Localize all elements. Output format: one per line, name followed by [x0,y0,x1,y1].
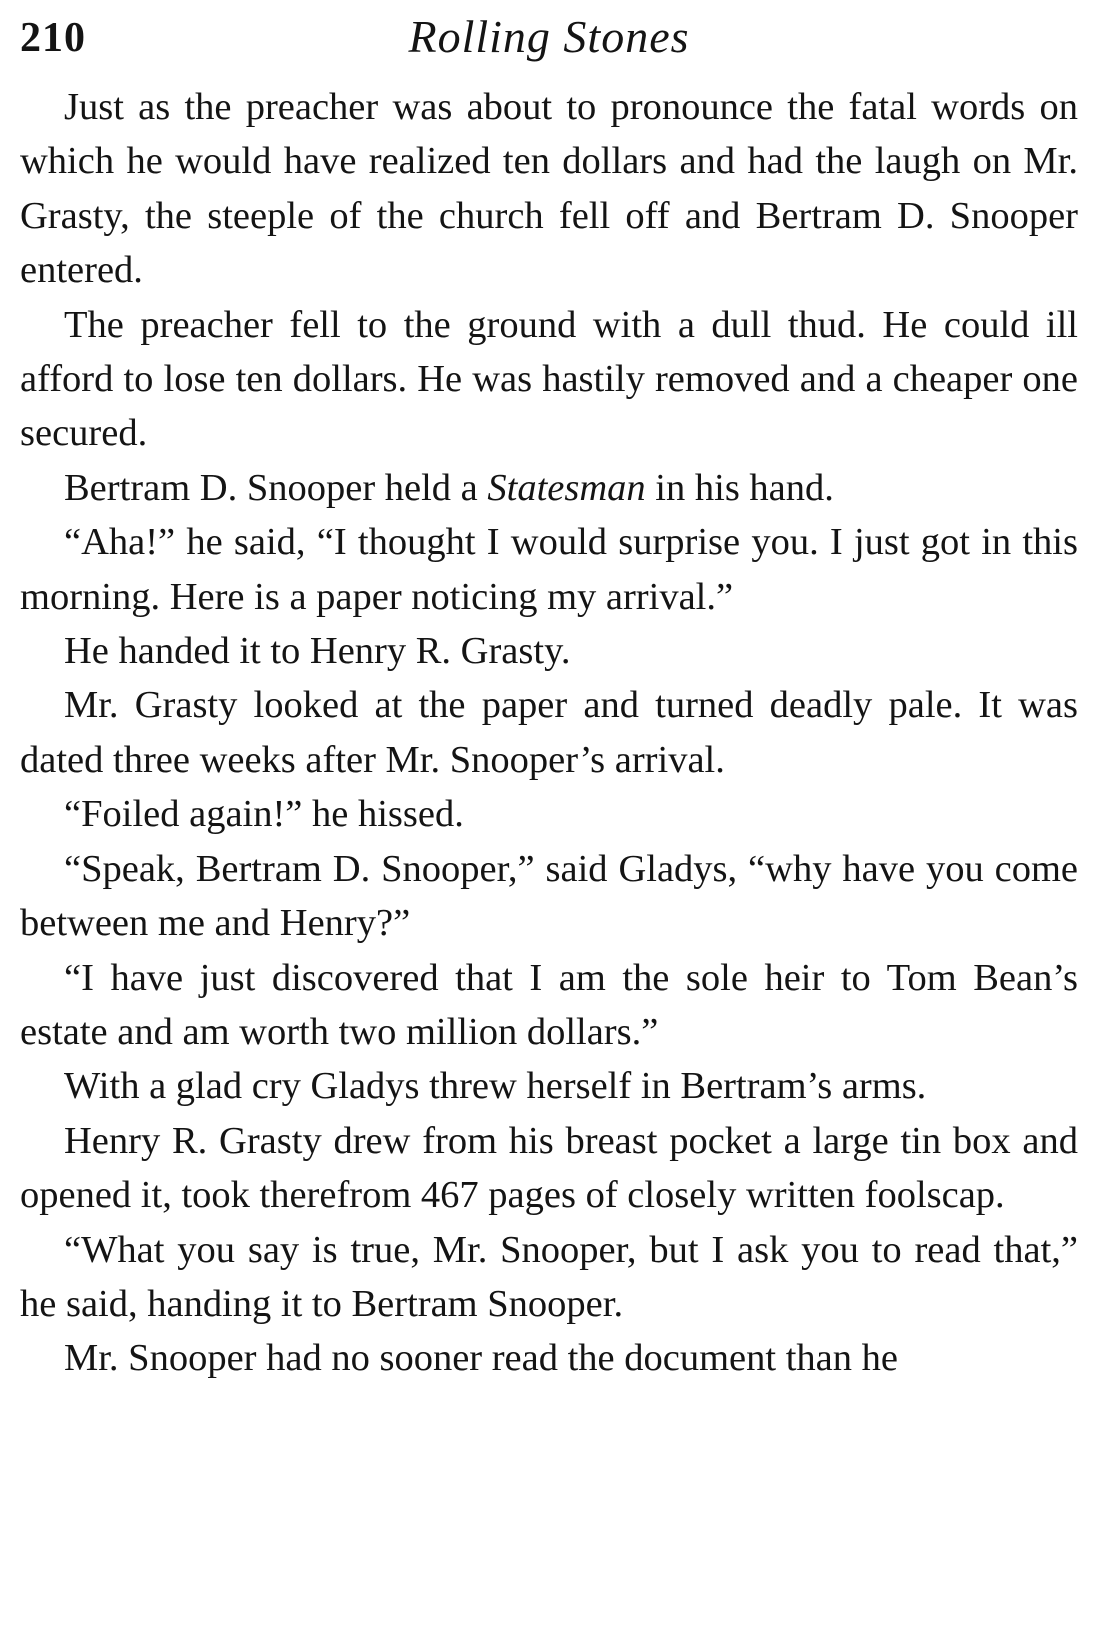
paragraph-text: Bertram D. Snooper held a [64,466,488,509]
paragraph: He handed it to Henry R. Grasty. [64,630,571,673]
paragraph-text: in his hand. [645,466,834,509]
newspaper-title: Statesman [487,466,646,509]
paragraph: “Foiled again!” he hissed. [64,793,464,836]
paragraph [20,461,1078,515]
book-page [20,0,1078,1635]
paragraph: With a glad cry Gladys threw herself in Bertram’s arms. [64,1065,927,1108]
paragraph: Mr. Snooper had no sooner read the document than he [64,1337,898,1380]
body-text [20,80,1078,1386]
paragraph: Just as the preacher was about to pronounce the fatal words on which he would have realized ten dollars and had the laugh on Mr. Grasty, the steeple of the church fell off and Bertram D. Snooper entered. [20,86,1078,292]
running-title: Rolling Stones [408,11,690,62]
page-number: 210 [20,15,86,61]
running-head [20,0,1078,80]
paragraph: Mr. Grasty looked at the paper and turned deadly pale. It was dated three weeks after Mr. Snooper’s arrival. [20,684,1078,781]
paragraph: “Speak, Bertram D. Snooper,” said Gladys, “why have you come between me and Henry?” [20,847,1078,945]
paragraph: “Aha!” he said, “I thought I would surprise you. I just got in this morning. Here is a paper noticing my arrival.” [20,521,1078,618]
paragraph: “I have just discovered that I am the sole heir to Tom Bean’s estate and am worth two million dollars.” [20,956,1078,1053]
paragraph: Henry R. Grasty drew from his breast pocket a large tin box and opened it, took therefrom 467 pages of closely written foolscap. [20,1119,1078,1217]
paragraph: “What you say is true, Mr. Snooper, but I ask you to read that,” he said, handing it to Bertram Snooper. [20,1228,1078,1325]
paragraph: The preacher fell to the ground with a dull thud. He could ill afford to lose ten dollars. He was hastily removed and a cheaper one secured. [20,303,1078,455]
